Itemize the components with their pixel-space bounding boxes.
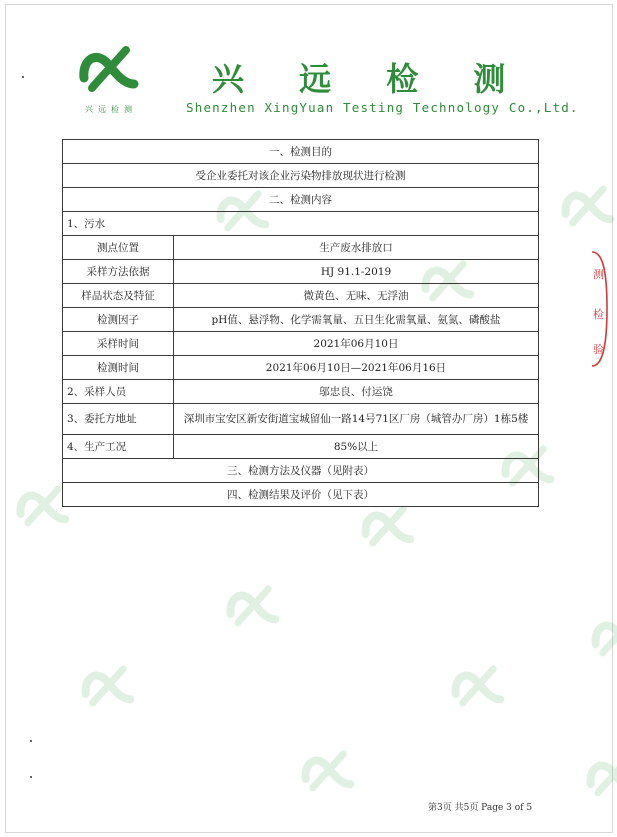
purpose-title: 一、检测目的	[63, 140, 539, 164]
svg-text:验: 验	[593, 343, 604, 356]
content-title: 二、检测内容	[63, 188, 539, 212]
row-value: 2021年06月10日—2021年06月16日	[174, 356, 539, 380]
table-row	[63, 236, 539, 260]
row-value: 2021年06月10日	[174, 332, 539, 356]
results-title: 四、检测结果及评价（见下表）	[63, 483, 539, 507]
table-row	[63, 140, 539, 164]
scan-speck	[30, 740, 32, 742]
table-row	[63, 356, 539, 380]
sampler-label: 2、采样人员	[63, 380, 174, 404]
production-condition-value: 85%以上	[174, 435, 539, 459]
company-name-cn: 兴 远 检 测	[212, 60, 528, 98]
row-label: 检测因子	[63, 308, 174, 332]
row-label: 测点位置	[63, 236, 174, 260]
seal-stamp-icon	[590, 248, 608, 370]
logo-caption: 兴远检测	[85, 105, 137, 114]
row-label: 采样时间	[63, 332, 174, 356]
methods-title: 三、检测方法及仪器（见附表）	[63, 459, 539, 483]
scan-speck	[30, 776, 32, 778]
table-row	[63, 459, 539, 483]
watermark-logo-icon	[225, 580, 281, 630]
purpose-text: 受企业委托对该企业污染物排放现状进行检测	[63, 164, 539, 188]
watermark-logo-icon	[360, 500, 416, 550]
row-value: pH值、悬浮物、化学需氧量、五日生化需氧量、氨氮、磷酸盐	[174, 308, 539, 332]
row-label: 样品状态及特征	[63, 284, 174, 308]
watermark-logo-icon	[300, 745, 356, 795]
watermark-logo-icon	[80, 660, 136, 710]
company-name-en: Shenzhen XingYuan Testing Technology Co.,Ltd.	[186, 100, 579, 115]
watermark-logo-icon	[590, 610, 617, 660]
scan-speck	[22, 76, 24, 78]
row-label: 采样方法依据	[63, 260, 174, 284]
production-condition-label: 4、生产工况	[63, 435, 174, 459]
table-row	[63, 212, 539, 236]
svg-text:测: 测	[593, 268, 604, 281]
svg-text:检: 检	[593, 308, 604, 321]
page-number: 第3页 共5页 Page 3 of 5	[428, 803, 533, 813]
wastewater-heading: 1、污水	[63, 212, 539, 236]
watermark-logo-icon	[560, 180, 616, 230]
row-value: 微黄色、无味、无浮油	[174, 284, 539, 308]
client-address-value: 深圳市宝安区新安街道宝城留仙一路14号71区厂房（城管办厂房）1栋5楼	[174, 404, 539, 435]
row-label: 检测时间	[63, 356, 174, 380]
row-value: HJ 91.1-2019	[174, 260, 539, 284]
table-row	[63, 404, 539, 435]
watermark-logo-icon	[450, 660, 506, 710]
table-row	[63, 164, 539, 188]
table-row	[63, 308, 539, 332]
sampler-value: 邬忠良、付运饶	[174, 380, 539, 404]
table-row	[63, 260, 539, 284]
table-row	[63, 435, 539, 459]
client-address-label: 3、委托方地址	[63, 404, 174, 435]
table-row	[63, 380, 539, 404]
table-row	[63, 188, 539, 212]
row-value: 生产废水排放口	[174, 236, 539, 260]
report-table	[62, 139, 539, 507]
table-row	[63, 483, 539, 507]
company-logo-icon	[78, 40, 140, 96]
watermark-logo-icon	[585, 750, 617, 800]
table-row	[63, 332, 539, 356]
table-row	[63, 284, 539, 308]
